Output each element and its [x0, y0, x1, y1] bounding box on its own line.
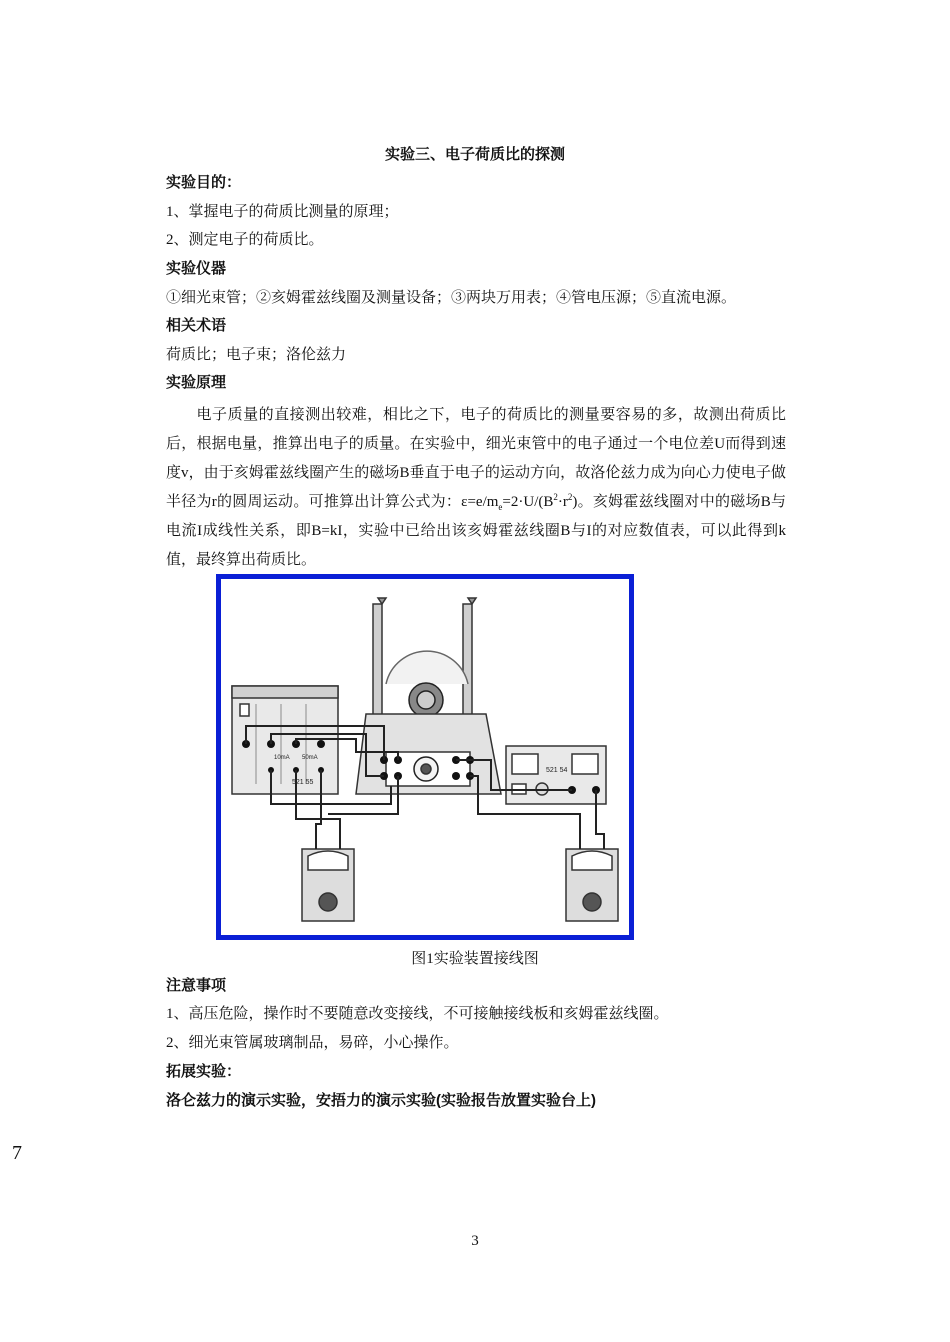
- extension-text: 洛仑兹力的演示实验，安捂力的演示实验(实验报告放置实验台上): [166, 1092, 596, 1109]
- instruments-text: ①细光束管；②亥姆霍兹线圈及测量设备；③两块万用表；④管电压源；⑤直流电源。: [166, 290, 737, 306]
- dc-power-supply: [506, 746, 606, 804]
- terms-heading: 相关术语: [166, 317, 227, 334]
- notes-heading: 注意事项: [166, 977, 227, 994]
- figure-caption: 图1实验装置接线图: [411, 951, 539, 967]
- wiring-diagram-figure: [216, 574, 634, 940]
- purpose-item-2: 2、测定电子的荷质比。: [166, 232, 324, 248]
- notes-item-2: 2、细光束管属玻璃制品，易碎，小心操作。: [166, 1035, 459, 1051]
- terms-text: 荷质比；电子束；洛伦兹力: [166, 347, 347, 363]
- principle-paragraph: 电子质量的直接测出较难，相比之下，电子的荷质比的测量要容易的多，故测出荷质比后，根据电量，推算出电子的质量。在实验中，细光束管中的电子通过一个电位差U而得到速度v，由于亥姆霍兹线圈产生的磁场B垂直于电子的运动方向，故洛伦兹力成为向心力使电子做半径为r的圆周运动。可推算出计算公式为：$\varepsilon=e/m_e=2\cdot U/(B^2\cdot r^2)$。亥姆霍兹线圈对中的磁场B与电流I成线性关系，即B=kI，实验中已给出该亥姆霍兹线圈B与I的对应数值表，可以此得到k值，最终算出荷质比。: [166, 407, 786, 568]
- page-number: 3: [471, 1233, 479, 1249]
- extension-heading: 拓展实验：: [166, 1063, 242, 1080]
- margin-number: 7: [12, 1142, 22, 1164]
- instruments-heading: 实验仪器: [166, 260, 227, 277]
- purpose-item-1: 1、掌握电子的荷质比测量的原理；: [166, 204, 399, 220]
- notes-item-1: 1、高压危险，操作时不要随意改变接线，不可接触接线板和亥姆霍兹线圈。: [166, 1006, 669, 1022]
- wiring-diagram: [216, 574, 634, 940]
- device-label-left: 521 55: [292, 779, 314, 786]
- principle-heading: 实验原理: [166, 374, 227, 391]
- purpose-heading: 实验目的：: [166, 174, 242, 191]
- multimeter-right: [566, 849, 618, 921]
- meter-range-right: 50mA: [302, 755, 318, 761]
- document-title: 实验三、电子荷质比的探测: [384, 146, 565, 163]
- multimeter-left: [302, 849, 354, 921]
- meter-range-left: 10mA: [274, 755, 290, 761]
- device-label-right: 521 54: [546, 767, 568, 774]
